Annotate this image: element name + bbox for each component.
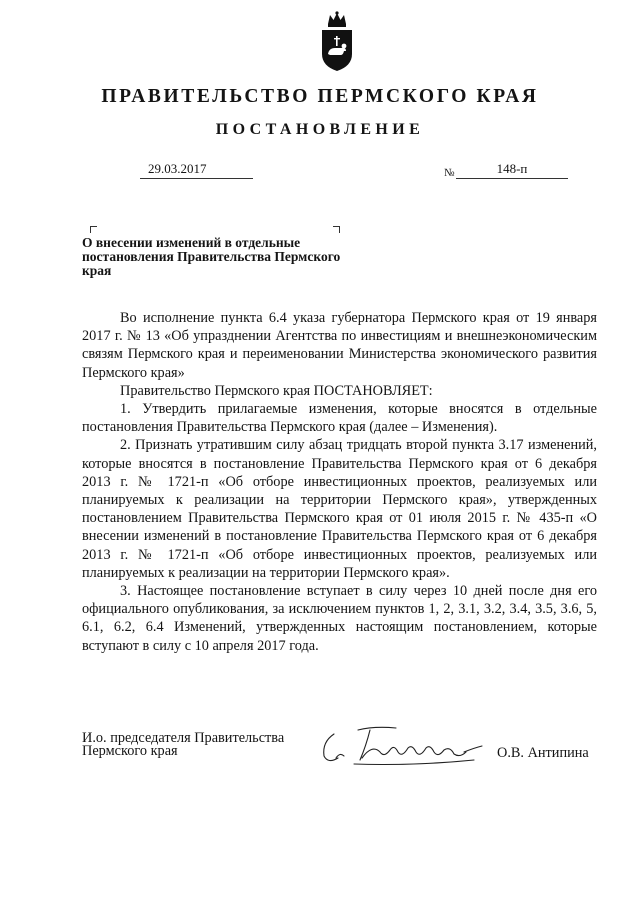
document-subject: О внесении изменений в отдельные постановления Правительства Пермского края bbox=[82, 235, 341, 278]
number-sign: № bbox=[444, 167, 455, 179]
signatory-title-line-2: Пермского края bbox=[82, 743, 178, 759]
signatory-title-line-1: И.о. председателя Правительства bbox=[82, 730, 285, 746]
paragraph-preamble: Во исполнение пункта 6.4 указа губернатора Пермского края от 19 января 2017 г. № 13 «Об упразднении Агентства по инвестициям и внешнеэкономическим связям Пермского края и переименовании Министерства экономического развития Пермского края» bbox=[82, 310, 597, 381]
paragraph-resolves: Правительство Пермского края ПОСТАНОВЛЯЕТ: bbox=[120, 382, 433, 399]
document-date: 29.03.2017 bbox=[140, 160, 253, 179]
subject-corner-mark-right bbox=[333, 226, 340, 233]
document-type-title: ПОСТАНОВЛЕНИЕ bbox=[215, 121, 425, 138]
handwritten-signature bbox=[314, 722, 488, 770]
paragraph-item-1: 1. Утвердить прилагаемые изменения, которые вносятся в отдельные постановления Правительства Пермского края (далее – Изменения). bbox=[82, 401, 597, 436]
paragraph-item-3: 3. Настоящее постановление вступает в силу через 10 дней после дня его официального опубликования, за исключением пунктов 1, 2, 3.1, 3.2, 3.4, 3.5, 3.6, 5, 6.1, 6.2, 6.4 Изменений, утвержденных настоящим постановлением, которые вступают в силу с 10 апреля 2017 года. bbox=[82, 583, 597, 654]
coat-of-arms-emblem bbox=[319, 10, 355, 72]
paragraph-item-2: 2. Признать утратившим силу абзац тридцать второй пункта 3.17 изменений, которые вносятся в постановление Правительства Пермского края от 6 декабря 2013 г. № 1721-п «Об отборе инвестиционных проектов, реализуемых или планируемых к реализации на территории Пермского края», утвержденных постановлением Правительства Пермского края от 01 июля 2015 г. № 435-п «О внесении изменений в постановление Правительства Пермского края от 6 декабря 2013 г. № 1721-п «Об отборе инвестиционных проектов, реализуемых или планируемых к реализации на территории Пермского края». bbox=[82, 437, 597, 581]
organization-title: ПРАВИТЕЛЬСТВО ПЕРМСКОГО КРАЯ bbox=[101, 86, 539, 107]
document-number: 148-п bbox=[456, 160, 568, 179]
document-body bbox=[82, 309, 597, 655]
signatory-title bbox=[82, 732, 284, 758]
signatory-name: О.В. Антипина bbox=[497, 745, 589, 761]
subject-corner-mark-left bbox=[90, 226, 97, 233]
